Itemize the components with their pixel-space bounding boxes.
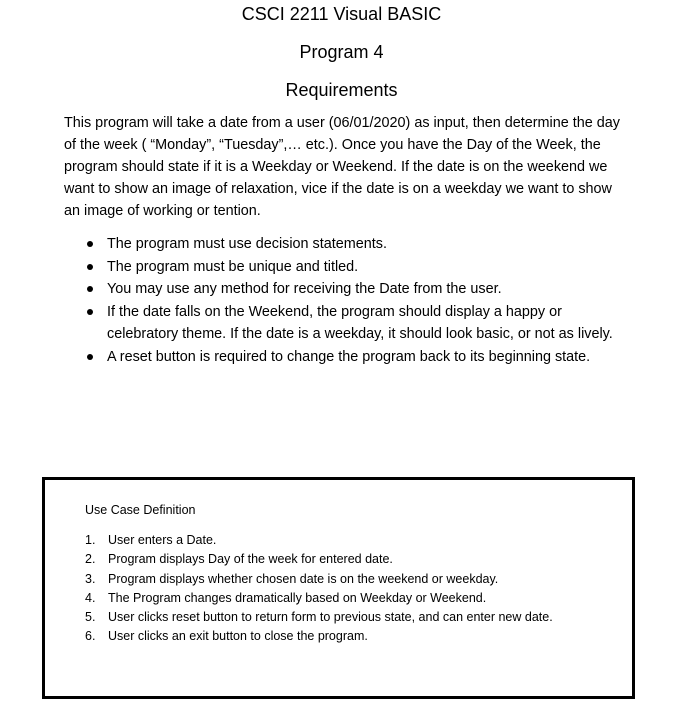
intro-paragraph: This program will take a date from a user (06/01/2020) as input, then determine the day of the week ( “Monday”, “Tuesday”,… etc.). Once you have the Day of the Week, the program should state if it is a Weekday or Weekend. If the date is on the weekend we want to show an image of relaxation, vice if the date is on a weekday we want to show an image of working or tention. (64, 115, 620, 219)
section-heading: Requirements (285, 80, 398, 100)
bullet-icon (87, 354, 93, 360)
step-number: 4. (85, 590, 96, 605)
step-number: 3. (85, 571, 96, 586)
use-case-step (85, 627, 553, 646)
requirements-list (64, 233, 624, 368)
step-text: User clicks an exit button to close the program. (108, 629, 368, 644)
step-number: 6. (85, 629, 96, 644)
step-text: The Program changes dramatically based on Weekday or Weekend. (108, 590, 487, 605)
use-case-box (42, 477, 635, 699)
bullet-icon (87, 286, 93, 292)
requirement-text: If the date falls on the Weekend, the program should display a happy or celebratory theme. If the date is a weekday, it should look basic, or not as lively. (107, 303, 613, 342)
requirement-text: You may use any method for receiving the Date from the user. (107, 281, 502, 297)
requirement-item (64, 346, 624, 369)
bullet-icon (87, 241, 93, 247)
course-title: CSCI 2211 Visual BASIC (241, 4, 442, 24)
use-case-step (85, 570, 553, 589)
step-text: User enters a Date. (108, 533, 217, 547)
use-case-step (85, 589, 553, 608)
requirement-text: A reset button is required to change the program back to its beginning state. (107, 348, 591, 365)
step-number: 2. (85, 552, 96, 567)
use-case-step (85, 550, 553, 569)
step-number: 1. (85, 533, 96, 547)
step-number: 5. (85, 610, 96, 625)
use-case-step (85, 531, 553, 550)
step-text: User clicks reset button to return form to previous state, and can enter new date. (108, 610, 553, 625)
bullet-icon (87, 309, 93, 315)
bullet-icon (87, 264, 93, 270)
requirement-item (64, 301, 624, 346)
use-case-step (85, 608, 553, 627)
requirement-item (64, 233, 624, 256)
requirement-item (64, 278, 624, 301)
requirement-text: The program must use decision statements. (107, 236, 387, 252)
requirement-item (64, 256, 624, 279)
program-title: Program 4 (299, 42, 384, 62)
use-case-title: Use Case Definition (85, 503, 196, 517)
step-text: Program displays Day of the week for entered date. (108, 552, 393, 567)
step-text: Program displays whether chosen date is on the weekend or weekday. (108, 571, 499, 586)
use-case-list (85, 531, 553, 647)
requirement-text: The program must be unique and titled. (107, 258, 359, 275)
